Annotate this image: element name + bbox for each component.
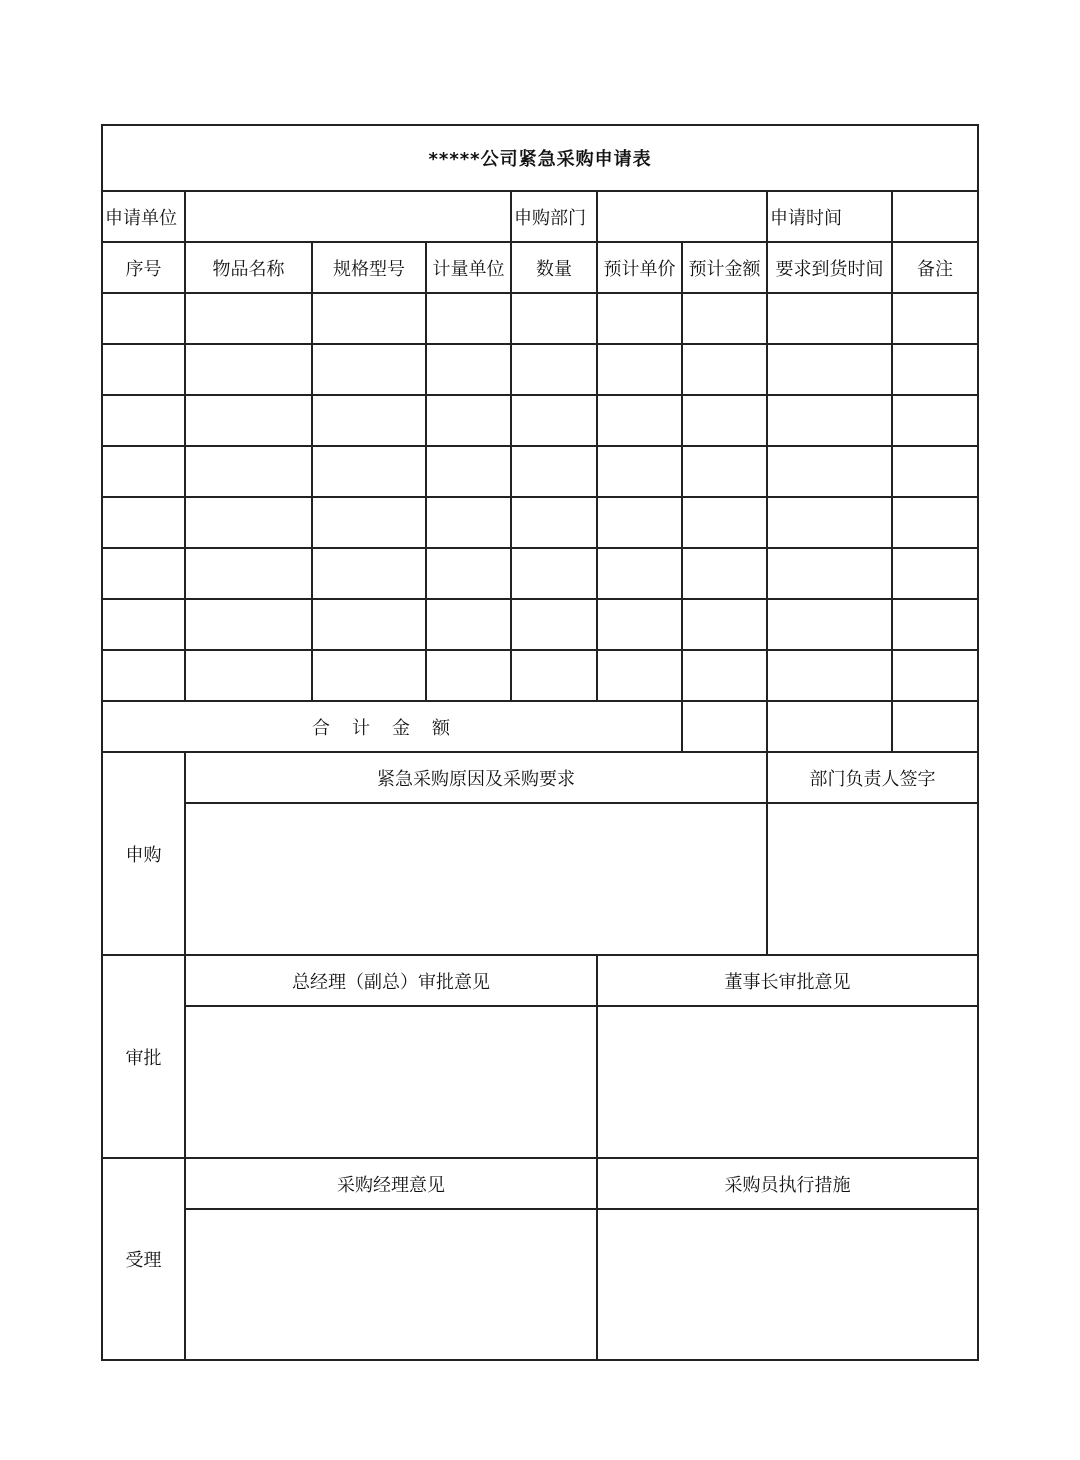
table-cell[interactable] [185,293,312,344]
handling-section-label: 受理 [102,1158,185,1360]
table-cell[interactable] [682,344,767,395]
table-cell[interactable] [892,344,978,395]
table-cell[interactable] [597,395,682,446]
table-cell[interactable] [312,293,426,344]
gm-approval-field[interactable] [185,1006,597,1158]
purchasing-dept-label: 申购部门 [511,191,597,242]
table-cell[interactable] [185,599,312,650]
table-cell[interactable] [511,293,597,344]
apply-time-label: 申请时间 [767,191,892,242]
table-row [102,497,978,548]
table-cell[interactable] [682,395,767,446]
table-cell[interactable] [185,344,312,395]
apply-time-field[interactable] [892,191,978,242]
column-header: 数量 [511,242,597,293]
apply-reason-header: 紧急采购原因及采购要求 [185,752,767,803]
table-cell[interactable] [102,293,185,344]
table-cell[interactable] [682,293,767,344]
table-cell[interactable] [597,344,682,395]
column-header: 备注 [892,242,978,293]
table-cell[interactable] [597,446,682,497]
applicant-unit-field[interactable] [185,191,511,242]
table-cell[interactable] [511,548,597,599]
table-cell[interactable] [102,548,185,599]
table-cell[interactable] [892,446,978,497]
column-header: 预计单价 [597,242,682,293]
buyer-action-header: 采购员执行措施 [597,1158,978,1209]
apply-reason-field[interactable] [185,803,767,955]
table-cell[interactable] [102,599,185,650]
item-table-header [102,242,978,293]
table-cell[interactable] [426,497,511,548]
table-cell[interactable] [682,650,767,701]
purchase-manager-field[interactable] [185,1209,597,1360]
table-cell[interactable] [511,344,597,395]
table-row [102,395,978,446]
table-cell[interactable] [597,650,682,701]
column-header: 要求到货时间 [767,242,892,293]
column-header: 计量单位 [426,242,511,293]
table-cell[interactable] [102,446,185,497]
table-cell[interactable] [892,293,978,344]
table-cell[interactable] [185,650,312,701]
table-cell[interactable] [682,599,767,650]
table-cell[interactable] [511,497,597,548]
table-cell[interactable] [597,548,682,599]
dept-head-sign-field[interactable] [767,803,978,955]
table-cell[interactable] [426,293,511,344]
table-cell[interactable] [102,395,185,446]
table-cell[interactable] [312,344,426,395]
table-cell[interactable] [185,446,312,497]
table-cell[interactable] [185,497,312,548]
column-header: 序号 [102,242,185,293]
table-cell[interactable] [511,599,597,650]
table-row [102,344,978,395]
table-cell[interactable] [767,446,892,497]
column-header: 物品名称 [185,242,312,293]
dept-head-sign-header: 部门负责人签字 [767,752,978,803]
table-cell[interactable] [682,446,767,497]
table-cell[interactable] [892,395,978,446]
table-cell[interactable] [312,650,426,701]
table-cell[interactable] [892,497,978,548]
total-amount-field[interactable] [682,701,767,752]
table-row [102,650,978,701]
table-cell[interactable] [511,446,597,497]
table-cell[interactable] [597,497,682,548]
table-cell[interactable] [102,344,185,395]
table-row [102,446,978,497]
table-cell[interactable] [892,548,978,599]
gm-approval-header: 总经理（副总）审批意见 [185,955,597,1006]
total-amount-label: 合计金额 [102,701,682,752]
chairman-approval-header: 董事长审批意见 [597,955,978,1006]
table-cell[interactable] [426,446,511,497]
table-cell[interactable] [892,650,978,701]
table-cell[interactable] [426,548,511,599]
table-row [102,599,978,650]
table-cell[interactable] [511,395,597,446]
table-cell[interactable] [682,548,767,599]
table-cell[interactable] [185,395,312,446]
table-cell[interactable] [312,548,426,599]
total-cell[interactable] [767,701,892,752]
purchase-request-form [101,124,979,1361]
table-cell[interactable] [767,599,892,650]
table-cell[interactable] [312,599,426,650]
table-cell[interactable] [102,650,185,701]
applicant-unit-label: 申请单位 [102,191,185,242]
table-cell[interactable] [597,599,682,650]
table-cell[interactable] [892,599,978,650]
table-cell[interactable] [426,395,511,446]
table-cell[interactable] [767,548,892,599]
table-cell[interactable] [597,293,682,344]
table-cell[interactable] [426,599,511,650]
table-row [102,548,978,599]
table-cell[interactable] [312,446,426,497]
table-cell[interactable] [426,344,511,395]
table-cell[interactable] [102,497,185,548]
table-cell[interactable] [767,395,892,446]
approval-section-label: 审批 [102,955,185,1158]
apply-section-label: 申购 [102,752,185,955]
table-cell[interactable] [312,497,426,548]
table-cell[interactable] [767,650,892,701]
column-header: 预计金额 [682,242,767,293]
table-cell[interactable] [767,344,892,395]
purchase-manager-header: 采购经理意见 [185,1158,597,1209]
table-cell[interactable] [312,395,426,446]
chairman-approval-field[interactable] [597,1006,978,1158]
table-row [102,293,978,344]
total-cell[interactable] [892,701,978,752]
table-cell[interactable] [511,650,597,701]
table-cell[interactable] [767,293,892,344]
column-header: 规格型号 [312,242,426,293]
table-cell[interactable] [185,548,312,599]
purchasing-dept-field[interactable] [597,191,767,242]
table-cell[interactable] [767,497,892,548]
table-cell[interactable] [426,650,511,701]
buyer-action-field[interactable] [597,1209,978,1360]
total-row [102,701,978,752]
form-title: *****公司紧急采购申请表 [102,125,978,191]
table-cell[interactable] [682,497,767,548]
